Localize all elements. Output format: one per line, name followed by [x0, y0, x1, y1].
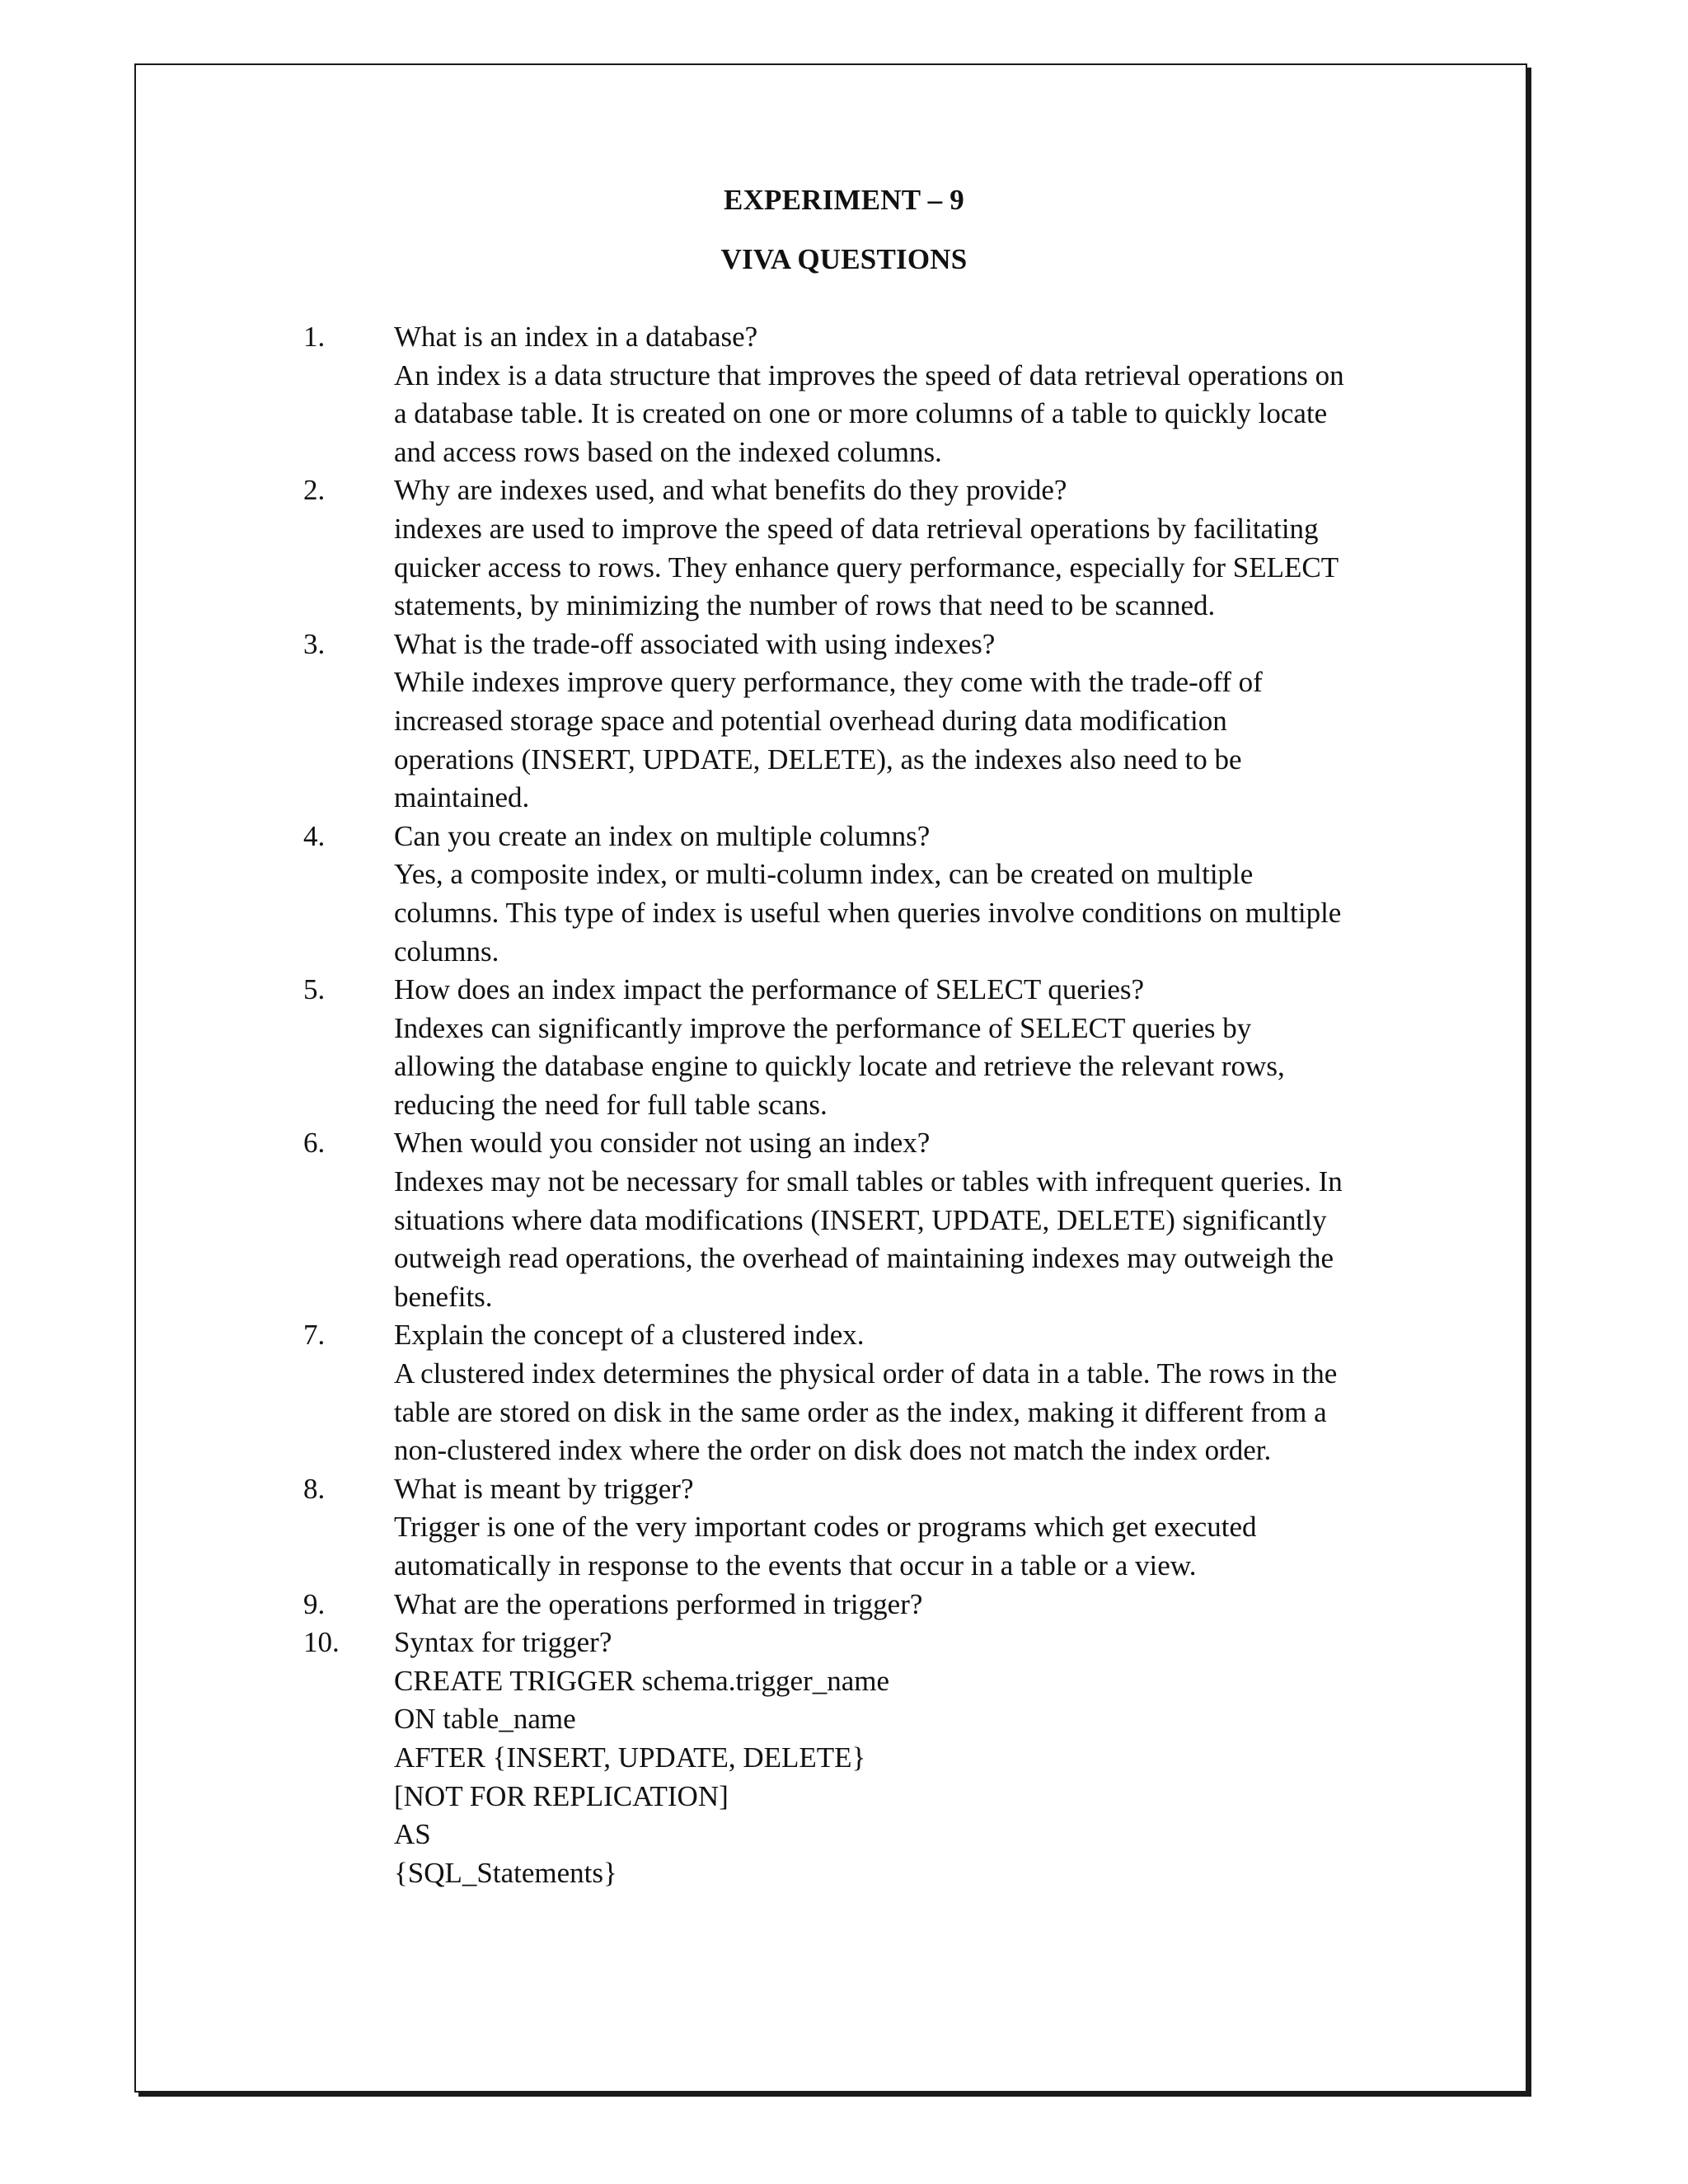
question-item	[303, 1124, 1432, 1316]
question-item	[303, 1624, 1432, 1892]
answer-line: a database table. It is created on one or more columns of a table to quickly locate	[394, 397, 1328, 430]
question-number: 3.	[303, 627, 326, 660]
answer-line: operations (INSERT, UPDATE, DELETE), as the indexes also need to be	[394, 743, 1242, 776]
answer-line: {SQL_Statements}	[394, 1856, 617, 1889]
answer-line: Trigger is one of the very important codes or programs which get executed	[394, 1511, 1257, 1544]
answer-line: table are stored on disk in the same order as the index, making it different from a	[394, 1395, 1327, 1428]
answer-line: allowing the database engine to quickly locate and retrieve the relevant rows,	[394, 1050, 1285, 1083]
question-item	[303, 1470, 1432, 1586]
answer-line: reducing the need for full table scans.	[394, 1088, 828, 1121]
question-number: 5.	[303, 973, 326, 1006]
question-text: When would you consider not using an index?	[394, 1127, 931, 1160]
answer-line: maintained.	[394, 781, 530, 814]
answer-line: indexes are used to improve the speed of data retrieval operations by facilitating	[394, 512, 1319, 545]
question-text: Syntax for trigger?	[394, 1626, 612, 1659]
answer-line: ON table_name	[394, 1703, 576, 1736]
question-number: 8.	[303, 1472, 326, 1505]
answer-line: A clustered index determines the physical order of data in a table. The rows in the	[394, 1357, 1338, 1390]
answer-line: outweigh read operations, the overhead of maintaining indexes may outweigh the	[394, 1242, 1334, 1275]
question-number: 2.	[303, 474, 326, 507]
answer-line: Yes, a composite index, or multi-column index, can be created on multiple	[394, 858, 1254, 891]
answer-line: benefits.	[394, 1280, 493, 1313]
question-text: What is the trade-off associated with using indexes?	[394, 627, 996, 660]
answer-line: and access rows based on the indexed columns.	[394, 435, 942, 468]
answer-line: Indexes may not be necessary for small tables or tables with infrequent queries. In	[394, 1165, 1343, 1198]
answer-line: Indexes can significantly improve the performance of SELECT queries by	[394, 1011, 1252, 1044]
question-item	[303, 471, 1432, 625]
answer-line: situations where data modifications (INSERT, UPDATE, DELETE) significantly	[394, 1203, 1327, 1236]
question-text: What is an index in a database?	[394, 321, 758, 353]
question-item	[303, 1316, 1432, 1469]
question-text: Can you create an index on multiple columns?	[394, 819, 931, 852]
answer-line: increased storage space and potential overhead during data modification	[394, 704, 1227, 737]
question-text: What are the operations performed in trigger?	[394, 1587, 923, 1620]
question-item	[303, 818, 1432, 971]
question-item	[303, 318, 1432, 471]
question-text: What is meant by trigger?	[394, 1472, 694, 1505]
page-subtitle: VIVA QUESTIONS	[720, 243, 968, 275]
answer-line: columns. This type of index is useful when queries involve conditions on multiple	[394, 896, 1342, 929]
question-number: 6.	[303, 1127, 326, 1160]
question-number: 10.	[303, 1626, 340, 1659]
answer-line: AS	[394, 1818, 431, 1851]
question-item	[303, 626, 1432, 818]
question-number: 4.	[303, 819, 326, 852]
answer-line: columns.	[394, 935, 499, 968]
answer-line: An index is a data structure that improves the speed of data retrieval operations on	[394, 359, 1344, 391]
answer-line: CREATE TRIGGER schema.trigger_name	[394, 1664, 890, 1697]
question-item	[303, 971, 1432, 1124]
answer-line: quicker access to rows. They enhance query performance, especially for SELECT	[394, 551, 1339, 583]
question-text: How does an index impact the performance of SELECT queries?	[394, 973, 1145, 1006]
answer-line: AFTER {INSERT, UPDATE, DELETE}	[394, 1741, 866, 1774]
answer-line: automatically in response to the events that occur in a table or a view.	[394, 1549, 1197, 1582]
answer-line: While indexes improve query performance, they come with the trade-off of	[394, 666, 1263, 699]
question-text: Explain the concept of a clustered index.	[394, 1319, 865, 1352]
question-text: Why are indexes used, and what benefits do they provide?	[394, 474, 1067, 507]
page-title: EXPERIMENT – 9	[724, 184, 964, 216]
question-number: 1.	[303, 321, 326, 353]
answer-line: [NOT FOR REPLICATION]	[394, 1779, 729, 1812]
question-number: 9.	[303, 1587, 326, 1620]
question-item	[303, 1586, 1432, 1624]
answer-line: non-clustered index where the order on disk does not match the index order.	[394, 1434, 1272, 1467]
question-number: 7.	[303, 1319, 326, 1352]
answer-line: statements, by minimizing the number of rows that need to be scanned.	[394, 589, 1216, 622]
question-list	[303, 318, 1432, 1892]
